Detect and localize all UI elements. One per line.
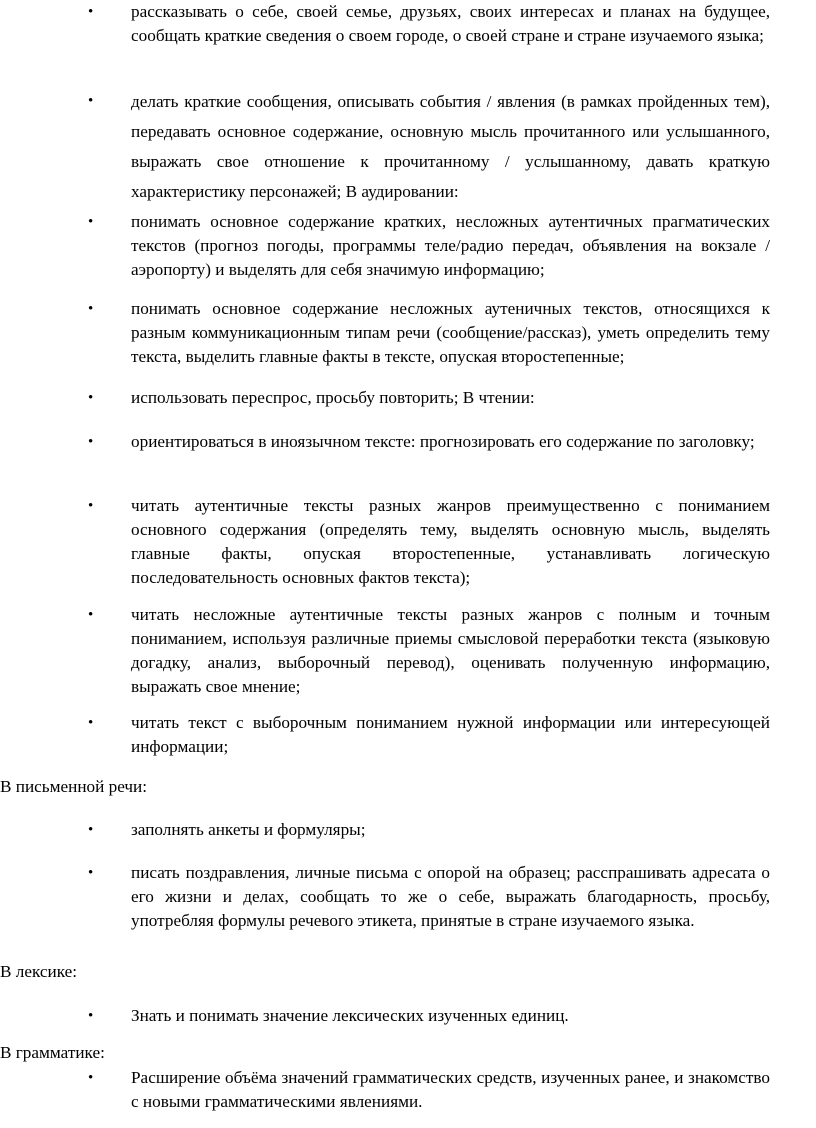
list-item-text: понимать основное содержание кратких, несложных аутентичных прагматических текстов (прогноз погоды, программы теле/радио передач, объявления на вокзале / аэропорту) и выделять для себя значимую информацию; [131, 212, 770, 279]
list-item-text: Расширение объёма значений грамматических средств, изученных ранее, и знакомство с новыми грамматическими явлениями. [131, 1068, 770, 1111]
bullet-icon: • [88, 301, 94, 317]
list-item-text: писать поздравления, личные письма с опорой на образец; расспрашивать адресата о его жизни и делах, сообщать то же о себе, выражать благодарность, просьбу, употребляя формулы речевого этикета, принятые в стране изучаемого языка. [131, 863, 770, 930]
list-item-text: читать несложные аутентичные тексты разных жанров с полным и точным пониманием, используя различные приемы смысловой переработки текста (языковую догадку, анализ, выборочный перевод), оценивать полученную информацию, выражать свое мнение; [131, 605, 770, 696]
bullet-icon: • [88, 93, 94, 109]
list-item-text: читать аутентичные тексты разных жанров преимущественно с пониманием основного содержания (определять тему, выделять основную мысль, выделять главные факты, опуская второстепенные, устанавливать логическую последовательность основных фактов текста); [131, 496, 770, 587]
bullet-icon: • [88, 1070, 94, 1086]
bullet-icon: • [88, 607, 94, 623]
bullet-icon: • [88, 4, 94, 20]
list-item-text: понимать основное содержание несложных аутеничных текстов, относящихся к разным коммуникационным типам речи (сообщение/рассказ), уметь определить тему текста, выделить главные факты в тексте, опуская второстепенные; [131, 299, 770, 366]
list-item-text: заполнять анкеты и формуляры; [131, 820, 366, 839]
list-item-text: ориентироваться в иноязычном тексте: прогнозировать его содержание по заголовку; [131, 432, 755, 451]
bullet-icon: • [88, 498, 94, 514]
bullet-icon: • [88, 390, 94, 406]
list-item-text: Знать и понимать значение лексических изученных единиц. [131, 1006, 569, 1025]
section-heading-grammar: В грамматике: [0, 1043, 105, 1062]
bullet-icon: • [88, 865, 94, 881]
list-item-text: использовать переспрос, просьбу повторить; В чтении: [131, 388, 535, 407]
list-item-text: рассказывать о себе, своей семье, друзьях, своих интересах и планах на будущее, сообщать краткие сведения о своем городе, о своей стране и стране изучаемого языка; [131, 2, 770, 45]
bullet-icon: • [88, 1008, 94, 1024]
bullet-icon: • [88, 715, 94, 731]
section-heading-lexis: В лексике: [0, 962, 78, 981]
section-heading-writing: В письменной речи: [0, 777, 148, 796]
list-item-text: читать текст с выборочным пониманием нужной информации или интересующей информации; [131, 713, 770, 756]
list-item-text: делать краткие сообщения, описывать события / явления (в рамках пройденных тем), передавать основное содержание, основную мысль прочитанного или услышанного, выражать свое отношение к прочитанному / услышанному, давать краткую характеристику персонажей; В аудировании: [131, 92, 770, 201]
bullet-icon: • [88, 822, 94, 838]
bullet-icon: • [88, 434, 94, 450]
bullet-icon: • [88, 214, 94, 230]
